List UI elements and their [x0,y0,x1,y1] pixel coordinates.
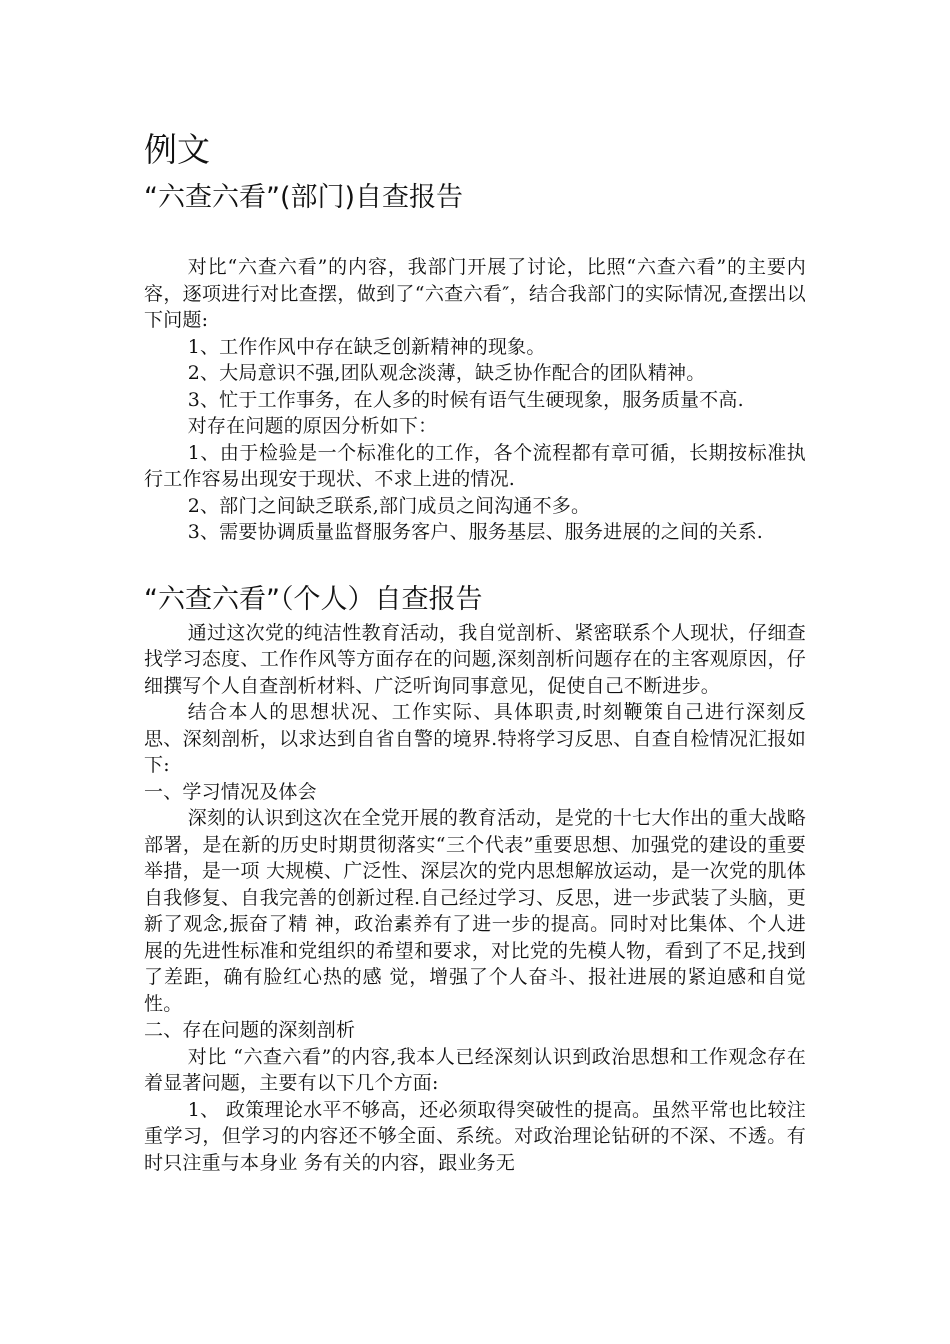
personal-report-body [144,620,806,1177]
dept-cause-1: 1、由于检验是一个标准化的工作，各个流程都有章可循，长期按标准执行工作容易出现安于现状、不求上进的情况. [144,441,806,490]
personal-summary-paragraph: 结合本人的思想状况、工作实际、具体职责,时刻鞭策自己进行深刻反思、深刻剖析，以求达到自省自警的境界.特将学习反思、自查自检情况汇报如下: [144,701,806,776]
spacer [144,546,806,580]
section-2-item-1: 1、 政策理论水平不够高，还必须取得突破性的提高。虽然平常也比较注重学习，但学习的内容还不够全面、系统。对政治理论钻研的不深、不透。有时只注重与本身业 务有关的内容，跟业务无 [144,1098,806,1174]
section-2-title: 二、存在问题的深刻剖析 [144,1019,356,1041]
section-1-paragraph: 深刻的认识到这次在全党开展的教育活动，是党的十七大作出的重大战略部署，是在新的历史时期贯彻落实“三个代表”重要思想、加强党的建设的重要举措，是一项 大规模、广泛性、深层次的党内思想解放运动，是一次党的肌体自我修复、自我完善的创新过程.自己经过学习、反思，进一步武装了头脑，更新了观念,振奋了精 神，政治素养有了进一步的提高。同时对比集体、个人进展的先进性标准和党组织的希望和要求，对比党的先模人物，看到了不足,找到了差距，确有脸红心热的感 觉，增强了个人奋斗、报社进展的紧迫感和自觉性。 [144,807,806,1015]
dept-report-title: “六查六看”(部门)自查报告 [144,182,464,213]
dept-problem-1: 1、工作作风中存在缺乏创新精神的现象。 [187,335,546,358]
personal-intro-paragraph: 通过这次党的纯洁性教育活动，我自觉剖析、紧密联系个人现状，仔细查找学习态度、工作作风等方面存在的问题,深刻剖析问题存在的主客观原因，仔细撰写个人自查剖析材料、广泛听询同事意见，促使自己不断进步。 [144,621,806,697]
spacer [144,218,806,254]
dept-cause-2: 2、部门之间缺乏联系,部门成员之间沟通不多。 [187,494,591,517]
dept-report-body [144,254,806,546]
main-title: 例文 [144,130,210,169]
personal-report-title: “六查六看”（个人）自查报告 [144,583,483,615]
document-page [144,128,806,1176]
dept-cause-intro: 对存在问题的原因分析如下： [187,415,438,437]
dept-cause-3: 3、需要协调质量监督服务客户、服务基层、服务进展的之间的关系. [187,521,764,543]
dept-paragraph: 对比“六查六看”的内容，我部门开展了讨论，比照“六查六看”的主要内容，逐项进行对比查摆，做到了“六查六看″，结合我部门的实际情况,查摆出以下问题: [144,256,806,331]
section-2-paragraph: 对比 “六查六看”的内容,我本人已经深刻认识到政治思想和工作观念存在着显著问题，主要有以下几个方面: [144,1045,806,1094]
dept-problem-3: 3、忙于工作事务，在人多的时候有语气生硬现象，服务质量不高. [187,388,744,411]
dept-problem-2: 2、大局意识不强,团队观念淡薄，缺乏协作配合的团队精神。 [187,362,706,384]
section-1-title: 一、学习情况及体会 [144,780,317,803]
